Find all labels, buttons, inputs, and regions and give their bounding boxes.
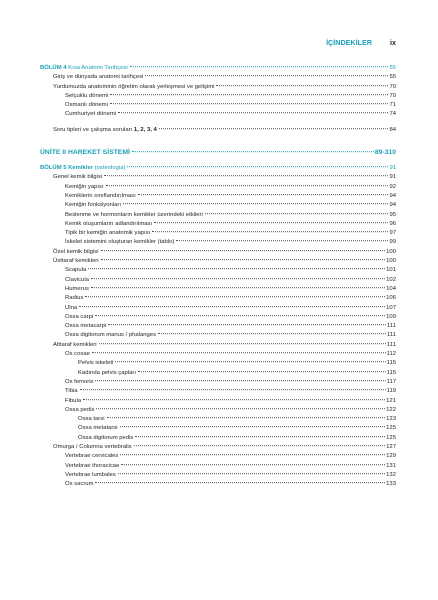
toc-chapter-row[interactable] [40, 164, 396, 173]
page-number: 109 [386, 313, 396, 320]
dot-leader [101, 250, 386, 251]
page-number: 106 [386, 295, 396, 302]
toc-entry-row[interactable] [40, 201, 396, 210]
dot-leader [95, 482, 385, 483]
dot-leader [99, 343, 387, 344]
dot-leader [120, 427, 386, 428]
toc-entry-row[interactable] [40, 294, 396, 303]
dot-leader [108, 324, 386, 325]
page-number: 70 [389, 83, 396, 90]
entry-title: Yurdumuzda anatominin öğretim olarak yerleşmesi ve gelişimi [53, 83, 215, 90]
toc-entry-row[interactable] [40, 471, 396, 480]
dot-leader [95, 380, 385, 381]
page-number: 121 [386, 397, 396, 404]
entry-title: Ossa metatarsi [78, 425, 118, 432]
header-title: İÇİNDEKİLER [326, 38, 372, 47]
toc-entry-row[interactable] [40, 73, 396, 82]
page-number: 132 [386, 471, 396, 478]
dot-leader [120, 454, 385, 455]
entry-title: Tipik bir kemiğin anatomik yapısı [65, 230, 151, 237]
entry-title: Alttaraf kemikleri [53, 341, 97, 348]
toc-chapter-row[interactable] [40, 64, 396, 73]
entry-title: Ossa tarsi [78, 416, 105, 423]
entry-title: Ossa digitorum pedis [78, 434, 134, 441]
dot-leader [154, 222, 388, 223]
dot-leader [101, 259, 386, 260]
entry-title: Osmanlı dönemi [65, 102, 108, 109]
toc-entry-row[interactable] [40, 424, 396, 433]
running-header [326, 38, 396, 47]
page-number: 99 [389, 239, 396, 246]
page-number: 96 [389, 220, 396, 227]
entry-title: Radius [65, 295, 84, 302]
entry-title: Os coxae [65, 351, 90, 358]
page-number: 100 [386, 258, 396, 265]
toc-entry-row[interactable] [40, 110, 396, 119]
page-number: 92 [389, 183, 396, 190]
toc-entry-row[interactable] [40, 83, 396, 92]
toc-entry-row[interactable] [40, 443, 396, 452]
dot-leader [91, 278, 385, 279]
page-number: 100 [386, 248, 396, 255]
entry-title: Genel kemik bilgisi [53, 174, 103, 181]
chapter-number: BÖLÜM 4 [40, 65, 67, 71]
dot-leader [110, 103, 389, 104]
dot-leader [132, 151, 374, 152]
table-of-contents [40, 64, 396, 489]
page-number: 112 [386, 351, 396, 358]
entry-title: Fibula [65, 397, 82, 404]
page-number: 115 [386, 360, 396, 367]
page-number: 127 [386, 443, 396, 450]
page-number: 131 [386, 462, 396, 469]
toc-entry-row[interactable] [40, 248, 396, 257]
page-number: 102 [386, 276, 396, 283]
toc-entry-row[interactable] [40, 462, 396, 471]
dot-leader [152, 231, 388, 232]
dot-leader [135, 436, 385, 437]
dot-leader [83, 399, 385, 400]
entry-title: Tibia [65, 388, 78, 395]
page-number: 94 [389, 192, 396, 199]
dot-leader [118, 473, 385, 474]
entry-title: Giriş ve dünyada anatomi tarihçesi [53, 74, 144, 81]
page-number: 74 [389, 111, 396, 118]
entry-title: Omurga / Columna vertebralis [53, 443, 132, 450]
toc-entry-row[interactable] [40, 101, 396, 110]
entry-title [53, 126, 158, 135]
entry-title: Kemiklerin sınıflandırılması [65, 192, 136, 199]
dot-leader [88, 269, 385, 270]
toc-entry-row[interactable] [40, 359, 396, 368]
chapter-subtitle: (osteologia) [94, 165, 126, 172]
entry-title: Ulna [65, 304, 78, 311]
toc-entry-row[interactable] [40, 238, 396, 247]
chapter-title: Kemikler [68, 165, 94, 172]
entry-title: Humerus [65, 285, 89, 292]
toc-entry-row[interactable] [40, 331, 396, 340]
toc-entry-row[interactable] [40, 322, 396, 331]
entry-title: Clavicula [65, 276, 89, 283]
chapter-number: BÖLÜM 5 [40, 165, 67, 172]
page-number: 119 [386, 388, 396, 395]
entry-title: Cumhuriyet dönemi [65, 111, 117, 118]
dot-leader [205, 213, 389, 214]
page-number: 70 [389, 92, 396, 99]
entry-title: Kemik oluşumların adlandırılması [65, 220, 153, 227]
toc-entry-row[interactable] [40, 406, 396, 415]
spacer [40, 135, 396, 147]
entry-title: Vertebrae thoracicae [65, 462, 120, 469]
entry-title: Ossa pedis [65, 406, 95, 413]
page-number: 111 [387, 323, 396, 330]
dot-leader [130, 66, 389, 67]
toc-entry-row[interactable] [40, 285, 396, 294]
page-number: 95 [389, 211, 396, 218]
dot-leader [85, 296, 385, 297]
entry-title: Selçuklu dönemi [65, 92, 109, 99]
page-number: 55 [389, 65, 396, 71]
dot-leader [159, 128, 389, 129]
entry-title: Ossa metacarpi [65, 323, 107, 330]
toc-entry-row[interactable] [40, 452, 396, 461]
entry-title: Os sacrum [65, 481, 94, 488]
entry-title: Ossa digitorum manus / phalanges [65, 332, 157, 339]
toc-entry-row[interactable] [40, 341, 396, 350]
toc-questions-row[interactable] [40, 126, 396, 135]
dot-leader [145, 75, 388, 76]
toc-entry-row[interactable] [40, 397, 396, 406]
page-number: 55 [389, 74, 396, 81]
entry-title: Vertebrae lumbales [65, 471, 116, 478]
toc-entry-row[interactable] [40, 350, 396, 359]
dot-leader [107, 417, 386, 418]
toc-entry-row[interactable] [40, 220, 396, 229]
toc-unit-row[interactable] [40, 147, 396, 158]
dot-leader [176, 241, 388, 242]
toc-entry-row[interactable] [40, 378, 396, 387]
dot-leader [115, 362, 385, 363]
dot-leader [138, 194, 389, 195]
toc-entry-row[interactable] [40, 369, 396, 378]
question-numbers: 1, 2, 3, 4 [133, 126, 157, 133]
page-number: 89-310 [374, 149, 396, 157]
toc-entry-row[interactable] [40, 211, 396, 220]
unit-title: ÜNİTE II HAREKET SİSTEMİ [40, 149, 130, 157]
page-number: 125 [386, 434, 396, 441]
toc-entry-row[interactable] [40, 183, 396, 192]
toc-entry-row[interactable] [40, 266, 396, 275]
entry-title: İskelet sistemini oluşturan kemikler (tablo) [65, 239, 175, 246]
page-number: 111 [387, 332, 396, 339]
toc-entry-row[interactable] [40, 387, 396, 396]
dot-leader [138, 371, 386, 372]
page-number: 129 [386, 453, 396, 460]
dot-leader [110, 94, 388, 95]
dot-leader [123, 203, 388, 204]
page-number: 133 [386, 481, 396, 488]
entry-title: Kemiğin fonksiyonları [65, 202, 121, 209]
page-number: 115 [386, 369, 396, 376]
entry-title: Üsttaraf kemikleri [53, 258, 99, 265]
entry-title: Beslenme ve hormonların kemikler üzerindeki etkileri [65, 211, 203, 218]
dot-leader [104, 176, 388, 177]
chapter-title: Kısa Anatomi Tarihçesi [68, 65, 128, 71]
page-number: 123 [386, 416, 396, 423]
header-page-number: ix [390, 38, 396, 47]
toc-entry-row[interactable] [40, 229, 396, 238]
entry-title: Kemiğin yapısı [65, 183, 104, 190]
entry-title: Pelvis iskeleti [78, 360, 114, 367]
page-number: 104 [386, 285, 396, 292]
page-number: 117 [386, 378, 396, 385]
page-number: 91 [389, 165, 396, 172]
entry-label: Soru tipleri ve çalışma soruları [53, 126, 133, 133]
toc-entry-row[interactable] [40, 192, 396, 201]
dot-leader [216, 85, 388, 86]
dot-leader [121, 464, 385, 465]
dot-leader [134, 445, 386, 446]
page-number: 101 [386, 267, 396, 274]
page-number: 71 [389, 102, 396, 109]
page-number: 111 [387, 341, 396, 348]
dot-leader [106, 185, 389, 186]
toc-entry-row[interactable] [40, 415, 396, 424]
entry-title: Ossa carpi [65, 313, 94, 320]
entry-title: Özel kemik bilgisi [53, 248, 99, 255]
entry-title: Vertebrae cervicales [65, 453, 119, 460]
toc-entry-row[interactable] [40, 92, 396, 101]
toc-entry-row[interactable] [40, 304, 396, 313]
page-number: 125 [386, 425, 396, 432]
chapter-heading [40, 64, 129, 73]
page-number: 107 [386, 304, 396, 311]
toc-entry-row[interactable] [40, 257, 396, 266]
page-number: 91 [389, 174, 396, 181]
dot-leader [80, 389, 386, 390]
page-number: 84 [389, 126, 396, 133]
toc-entry-row[interactable] [40, 276, 396, 285]
entry-title: Os femoris [65, 378, 94, 385]
dot-leader [127, 166, 388, 167]
entry-title: Kadında pelvis çapları [78, 369, 136, 376]
toc-entry-row[interactable] [40, 173, 396, 182]
page-number: 94 [389, 202, 396, 209]
toc-entry-row[interactable] [40, 313, 396, 322]
toc-entry-row[interactable] [40, 434, 396, 443]
toc-entry-row[interactable] [40, 480, 396, 489]
page-number: 97 [389, 230, 396, 237]
dot-leader [95, 315, 385, 316]
dot-leader [79, 306, 385, 307]
dot-leader [92, 352, 386, 353]
dot-leader [96, 408, 385, 409]
entry-title: Scapula [65, 267, 87, 274]
chapter-heading [40, 164, 126, 173]
page-number: 122 [386, 406, 396, 413]
dot-leader [158, 334, 386, 335]
dot-leader [91, 287, 385, 288]
dot-leader [118, 113, 388, 114]
